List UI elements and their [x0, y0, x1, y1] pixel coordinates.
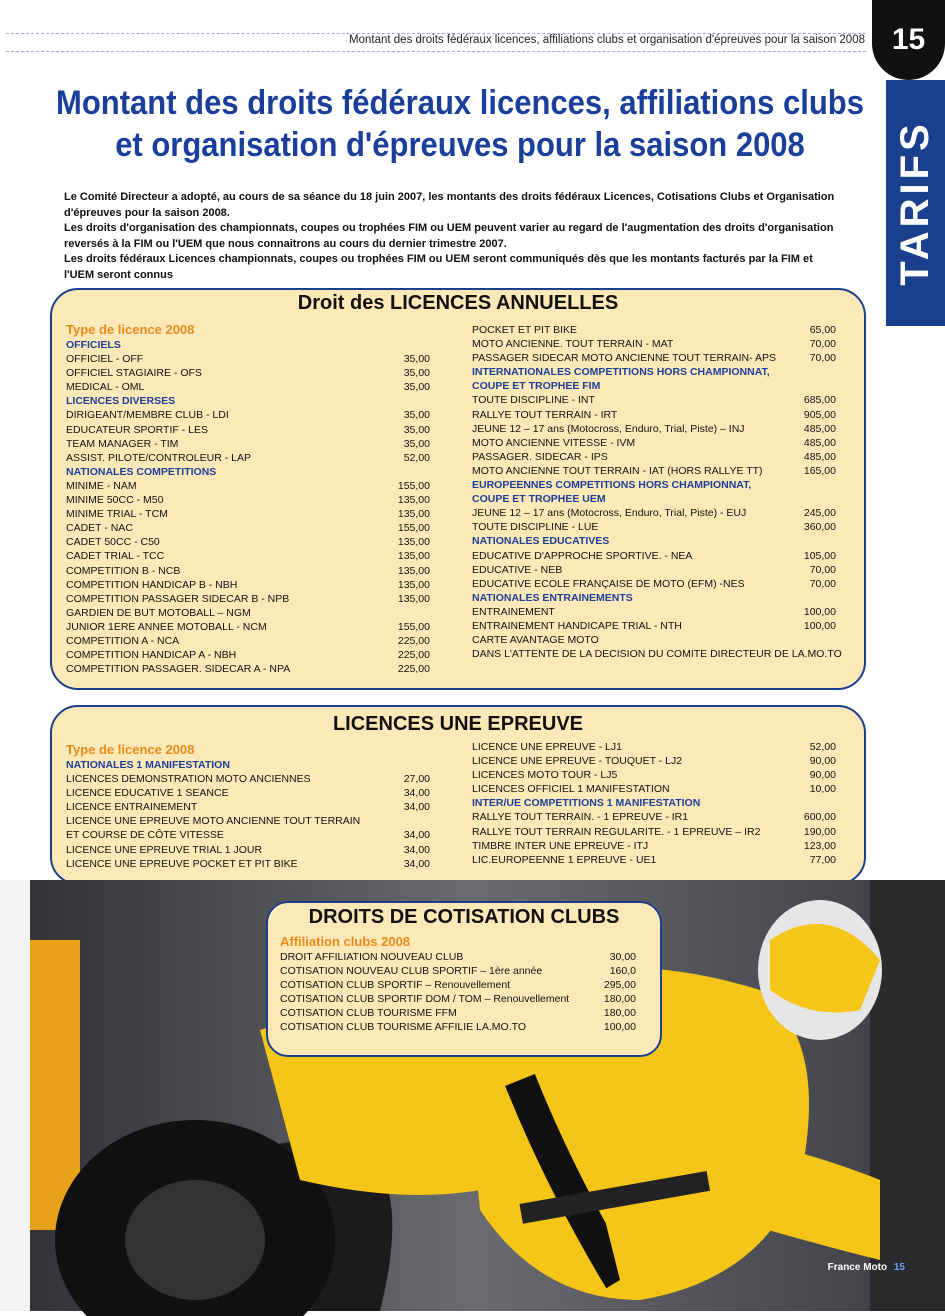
fee-amount: 905,00: [803, 408, 836, 421]
fee-label: DANS L'ATTENTE DE LA DECISION DU COMITE DIRECTEUR DE LA.MO.TO: [472, 648, 842, 661]
fee-row: [66, 662, 430, 676]
section-heading-label: COUPE ET TROPHEE FIM: [472, 380, 601, 393]
fee-row: [66, 857, 430, 871]
fee-label: LICENCES OFFICIEL 1 MANIFESTATION: [472, 783, 670, 796]
side-tab-label: TARIFS: [893, 120, 937, 286]
fee-amount: 90,00: [809, 769, 836, 782]
fee-row: [66, 564, 430, 578]
fee-label: TOUTE DISCIPLINE - INT: [472, 394, 595, 407]
fee-row: [280, 950, 636, 964]
fee-row: [472, 506, 836, 520]
fee-row: [280, 992, 636, 1006]
fee-amount: 135,00: [397, 494, 430, 507]
fee-amount: 225,00: [397, 663, 430, 676]
club-fees-list: [280, 950, 636, 1035]
fee-label: MINIME TRIAL - TCM: [66, 508, 168, 521]
fee-row: [66, 437, 430, 451]
fee-row: [472, 825, 836, 839]
fee-label: CADET 50CC - C50: [66, 536, 160, 549]
fee-row: [472, 740, 836, 754]
fee-row: [66, 814, 430, 828]
fee-row: [66, 828, 430, 842]
fee-amount: 135,00: [397, 550, 430, 563]
section-heading: [66, 338, 430, 352]
fee-row: [66, 380, 430, 394]
fee-amount: 34,00: [403, 801, 430, 814]
fee-label: COMPETITION PASSAGER SIDECAR B - NPB: [66, 592, 290, 605]
fee-label: LICENCE EDUCATIVE 1 SEANCE: [66, 787, 229, 800]
fee-row: [66, 592, 430, 606]
fee-label: EDUCATIVE - NEB: [472, 563, 563, 576]
fee-amount: 165,00: [803, 464, 836, 477]
fee-amount: 135,00: [397, 578, 430, 591]
fee-row: [66, 578, 430, 592]
fee-label: COMPETITION B - NCB: [66, 564, 181, 577]
fee-label: EDUCATIVE D'APPROCHE SPORTIVE. - NEA: [472, 549, 693, 562]
fee-row: [472, 768, 836, 782]
fee-amount: 123,00: [803, 839, 836, 852]
fee-amount: 34,00: [403, 857, 430, 870]
annual-licences-left-list: [66, 338, 430, 676]
fee-amount: 70,00: [809, 577, 836, 590]
fee-row: [472, 563, 836, 577]
fee-amount: 155,00: [397, 522, 430, 535]
fee-amount: 485,00: [803, 422, 836, 435]
club-fees-title: DROITS DE COTISATION CLUBS: [308, 906, 620, 928]
fee-amount: 160,0: [609, 965, 636, 978]
fee-label: COMPETITION HANDICAP B - NBH: [66, 578, 238, 591]
fee-amount: 135,00: [397, 564, 430, 577]
fee-row: [66, 535, 430, 549]
top-rule-2: [6, 51, 866, 52]
fee-amount: 135,00: [397, 508, 430, 521]
fee-amount: 155,00: [397, 479, 430, 492]
section-heading-label: COUPE ET TROPHEE UEM: [472, 493, 606, 506]
fee-label: POCKET ET PIT BIKE: [472, 324, 578, 336]
fee-row: [472, 323, 836, 337]
section-heading: [472, 478, 836, 492]
fee-row: [66, 521, 430, 535]
club-fees-column: [280, 935, 636, 1035]
fee-row: [66, 606, 430, 620]
fee-label: COTISATION CLUB TOURISME FFM: [280, 1007, 457, 1020]
fee-label: CADET TRIAL - TCC: [66, 550, 165, 563]
intro-paragraph: Le Comité Directeur a adopté, au cours de sa séance du 18 juin 2007, les montants des droits fédéraux Licences, Cotisations Clubs et Organisation d'épreuves pour la saison 2008.: [64, 191, 835, 219]
fee-amount: 52,00: [809, 741, 836, 753]
fee-label: COMPETITION A - NCA: [66, 634, 180, 647]
fee-label: CADET - NAC: [66, 522, 133, 535]
fee-row: [472, 605, 836, 619]
fee-label: LICENCES DEMONSTRATION MOTO ANCIENNES: [66, 773, 311, 786]
fee-row: [472, 351, 836, 365]
section-heading: [472, 796, 836, 810]
footer-page-number: 15: [893, 1262, 905, 1273]
fee-label: COTISATION CLUB SPORTIF DOM / TOM – Renouvellement: [280, 993, 570, 1006]
fee-label: LICENCES MOTO TOUR - LJ5: [472, 769, 618, 782]
fee-amount: 100,00: [603, 1021, 636, 1034]
fee-amount: 34,00: [403, 829, 430, 842]
section-heading-label: NATIONALES COMPETITIONS: [66, 465, 217, 478]
fee-label: MOTO ANCIENNE TOUT TERRAIN - IAT (HORS RALLYE TT): [472, 464, 763, 477]
fee-row: [472, 810, 836, 824]
fee-row: [472, 408, 836, 422]
fee-label: MEDICAL - OML: [66, 381, 145, 394]
fee-amount: 35,00: [403, 353, 430, 366]
fee-amount: 30,00: [609, 951, 636, 963]
fee-label: MOTO ANCIENNE. TOUT TERRAIN - MAT: [472, 338, 674, 351]
fee-row: [280, 978, 636, 992]
fee-label: JEUNE 12 – 17 ans (Motocross, Enduro, Trial, Piste) – INJ: [472, 422, 745, 435]
fee-label: TOUTE DISCIPLINE - LUE: [472, 521, 599, 534]
fee-label: ET COURSE DE CÔTE VITESSE: [66, 829, 224, 842]
fee-label: LICENCE UNE EPREUVE - LJ1: [472, 741, 622, 753]
fee-amount: 685,00: [803, 394, 836, 407]
fee-amount: 180,00: [603, 993, 636, 1006]
fee-amount: 70,00: [809, 563, 836, 576]
intro-paragraph: Les droits fédéraux Licences championnats, coupes ou trophées FIM ou UEM seront communiqués dès que les montants facturés par la FIM et l'UEM seront connus: [64, 253, 813, 281]
fee-amount: 35,00: [403, 367, 430, 380]
fee-row: [472, 853, 836, 867]
section-heading: [66, 758, 430, 772]
section-heading-label: INTER/UE COMPETITIONS 1 MANIFESTATION: [472, 797, 701, 810]
affiliation-heading: Affiliation clubs 2008: [280, 934, 411, 949]
section-heading-label: NATIONALES 1 MANIFESTATION: [66, 759, 230, 771]
fee-label: LICENCE UNE EPREUVE MOTO ANCIENNE TOUT TERRAIN: [66, 815, 361, 828]
fee-row: [472, 782, 836, 796]
fee-label: DROIT AFFILIATION NOUVEAU CLUB: [280, 951, 464, 963]
fee-amount: 34,00: [403, 843, 430, 856]
fee-label: DIRIGEANT/MEMBRE CLUB - LDI: [66, 409, 229, 422]
one-event-licences-left-column: [66, 743, 430, 871]
fee-label: RALLYE TOUT TERRAIN REGULARITE. - 1 EPREUVE – IR2: [472, 825, 761, 838]
fee-amount: 70,00: [809, 338, 836, 351]
fee-amount: 225,00: [397, 634, 430, 647]
fee-row: [472, 450, 836, 464]
section-heading-label: OFFICIELS: [66, 339, 121, 351]
fee-amount: 360,00: [803, 521, 836, 534]
fee-label: JUNIOR 1ERE ANNEE MOTOBALL - NCM: [66, 620, 267, 633]
fee-row: [472, 577, 836, 591]
fee-label: EDUCATEUR SPORTIF - LES: [66, 423, 208, 436]
one-event-licences-box: [50, 705, 866, 885]
fee-label: COMPETITION PASSAGER. SIDECAR A - NPA: [66, 663, 291, 676]
intro-text: [64, 190, 844, 283]
fee-row: [66, 843, 430, 857]
fee-amount: 90,00: [809, 755, 836, 768]
fee-row: [66, 648, 430, 662]
section-heading-label: NATIONALES EDUCATIVES: [472, 535, 610, 548]
fee-label: COTISATION CLUB TOURISME AFFILIE LA.MO.TO: [280, 1021, 527, 1034]
fee-label: CARTE AVANTAGE MOTO: [472, 634, 599, 647]
section-heading-label: LICENCES DIVERSES: [66, 395, 176, 408]
fee-label: PASSAGER SIDECAR MOTO ANCIENNE TOUT TERRAIN- APS: [472, 352, 776, 365]
fee-row: [66, 800, 430, 814]
page-title: [40, 82, 880, 166]
fee-row: [472, 633, 836, 647]
fee-label: LICENCE ENTRAINEMENT: [66, 801, 198, 814]
fee-row: [66, 423, 430, 437]
fee-label: COTISATION CLUB SPORTIF – Renouvellement: [280, 979, 511, 992]
fee-label: JEUNE 12 – 17 ans (Motocross, Enduro, Trial, Piste) - EUJ: [472, 507, 747, 520]
section-heading: [472, 365, 836, 379]
section-heading: [472, 379, 836, 393]
fee-row: [472, 619, 836, 633]
fee-amount: [384, 814, 430, 828]
fee-amount: 135,00: [397, 536, 430, 549]
intro-paragraph: Les droits d'organisation des championnats, coupes ou trophées FIM ou UEM peuvent varier au regard de l'augmentation des droits d'organisation reversés à la FIM ou l'UEM que nous connaitrons au cours du dernier trimestre 2007.: [64, 222, 834, 250]
fee-label: MOTO ANCIENNE VITESSE - IVM: [472, 436, 636, 449]
fee-amount: 35,00: [403, 423, 430, 436]
fee-amount: [790, 633, 836, 647]
fee-amount: 180,00: [603, 1007, 636, 1020]
fee-row: [66, 772, 430, 786]
running-head: Montant des droits fédéraux licences, affiliations clubs et organisation d'épreuves pour la saison 2008: [349, 34, 865, 46]
fee-amount: [384, 606, 430, 620]
fee-amount: 27,00: [403, 773, 430, 786]
licence-type-heading: Type de licence 2008: [66, 742, 195, 757]
one-event-licences-right-column: [472, 740, 836, 867]
fee-amount: 485,00: [803, 450, 836, 463]
fee-label: LICENCE UNE EPREUVE POCKET ET PIT BIKE: [66, 857, 298, 870]
fee-row: [66, 451, 430, 465]
annual-licences-left-column: [66, 323, 430, 676]
annual-licences-box: [50, 288, 866, 690]
fee-amount: 105,00: [803, 549, 836, 562]
fee-label: COMPETITION HANDICAP A - NBH: [66, 649, 237, 662]
fee-label: MINIME - NAM: [66, 479, 137, 492]
section-heading: [472, 591, 836, 605]
fee-amount: 65,00: [809, 324, 836, 336]
fee-row: [472, 337, 836, 351]
fee-amount: 52,00: [403, 451, 430, 464]
page-number-badge: 15: [872, 0, 945, 80]
fee-row: [472, 549, 836, 563]
fee-label: ENTRAINEMENT: [472, 605, 555, 618]
fee-row: [66, 620, 430, 634]
fee-row: [472, 647, 842, 661]
one-event-licences-right-list: [472, 740, 836, 867]
fee-label: ENTRAINEMENT HANDICAPE TRIAL - NTH: [472, 619, 682, 632]
fee-amount: 35,00: [403, 437, 430, 450]
section-heading: [66, 465, 430, 479]
fee-row: [66, 479, 430, 493]
fee-row: [472, 436, 836, 450]
fee-row: [280, 964, 636, 978]
fee-label: LICENCE UNE EPREUVE - TOUQUET - LJ2: [472, 755, 683, 768]
footer: [828, 1262, 905, 1273]
fee-amount: 77,00: [809, 853, 836, 866]
fee-label: LICENCE UNE EPREUVE TRIAL 1 JOUR: [66, 843, 263, 856]
fee-row: [66, 408, 430, 422]
fee-amount: 100,00: [803, 619, 836, 632]
fee-row: [66, 549, 430, 563]
fee-label: EDUCATIVE ECOLE FRANÇAISE DE MOTO (EFM) -NES: [472, 577, 745, 590]
fee-row: [66, 786, 430, 800]
fee-amount: 35,00: [403, 409, 430, 422]
fee-amount: 34,00: [403, 787, 430, 800]
side-tab: [886, 80, 945, 326]
fee-amount: 225,00: [397, 649, 430, 662]
fee-amount: 245,00: [803, 507, 836, 520]
fee-amount: 485,00: [803, 436, 836, 449]
fee-amount: 70,00: [809, 352, 836, 365]
fee-row: [66, 493, 430, 507]
section-heading: [472, 492, 836, 506]
section-heading: [66, 394, 430, 408]
section-heading-label: INTERNATIONALES COMPETITIONS HORS CHAMPIONNAT,: [472, 366, 770, 379]
fee-row: [472, 520, 836, 534]
one-event-licences-title: LICENCES UNE EPREUVE: [332, 713, 584, 735]
page-title-line1: Montant des droits fédéraux licences, affiliations clubs: [56, 83, 864, 122]
fee-amount: 35,00: [403, 381, 430, 394]
fee-row: [472, 393, 836, 407]
fee-label: LIC.EUROPEENNE 1 EPREUVE - UE1: [472, 853, 657, 866]
section-heading: [472, 534, 836, 548]
fee-label: OFFICIEL - OFF: [66, 353, 144, 366]
fee-label: GARDIEN DE BUT MOTOBALL – NGM: [66, 606, 251, 619]
fee-row: [66, 507, 430, 521]
annual-licences-right-list: [472, 323, 842, 661]
fee-amount: 600,00: [803, 811, 836, 824]
fee-row: [66, 634, 430, 648]
fee-label: ASSIST. PILOTE/CONTROLEUR - LAP: [66, 451, 251, 464]
fee-row: [280, 1006, 636, 1020]
fee-label: TEAM MANAGER - TIM: [66, 437, 179, 450]
fee-row: [472, 839, 836, 853]
fee-amount: 190,00: [803, 825, 836, 838]
fee-row: [280, 1020, 636, 1034]
fee-amount: 295,00: [603, 979, 636, 992]
fee-label: OFFICIEL STAGIAIRE - OFS: [66, 367, 202, 380]
annual-licences-title: Droit des LICENCES ANNUELLES: [297, 292, 619, 314]
section-heading-label: EUROPEENNES COMPETITIONS HORS CHAMPIONNAT,: [472, 479, 752, 492]
fee-row: [472, 754, 836, 768]
fee-label: RALLYE TOUT TERRAIN. - 1 EPREUVE - IR1: [472, 811, 689, 824]
fee-amount: 135,00: [397, 592, 430, 605]
fee-amount: 100,00: [803, 605, 836, 618]
one-event-licences-left-list: [66, 758, 430, 871]
fee-row: [66, 366, 430, 380]
annual-licences-right-column: [472, 323, 842, 661]
fee-amount: 155,00: [397, 620, 430, 633]
fee-row: [472, 422, 836, 436]
licence-type-heading: Type de licence 2008: [66, 322, 195, 337]
fee-label: MINIME 50CC - M50: [66, 494, 164, 507]
fee-label: TIMBRE INTER UNE EPREUVE - ITJ: [472, 839, 649, 852]
fee-row: [66, 352, 430, 366]
footer-magazine: France Moto: [827, 1262, 888, 1273]
club-fees-box: [266, 901, 662, 1057]
fee-amount: 10,00: [809, 783, 836, 796]
fee-row: [472, 464, 836, 478]
page-title-line2: et organisation d'épreuves pour la saison 2008: [115, 125, 805, 164]
fee-label: RALLYE TOUT TERRAIN - IRT: [472, 408, 618, 421]
section-heading-label: NATIONALES ENTRAINEMENTS: [472, 591, 633, 604]
fee-label: COTISATION NOUVEAU CLUB SPORTIF – 1ère année: [280, 965, 543, 978]
fee-label: PASSAGER. SIDECAR - IPS: [472, 450, 608, 463]
